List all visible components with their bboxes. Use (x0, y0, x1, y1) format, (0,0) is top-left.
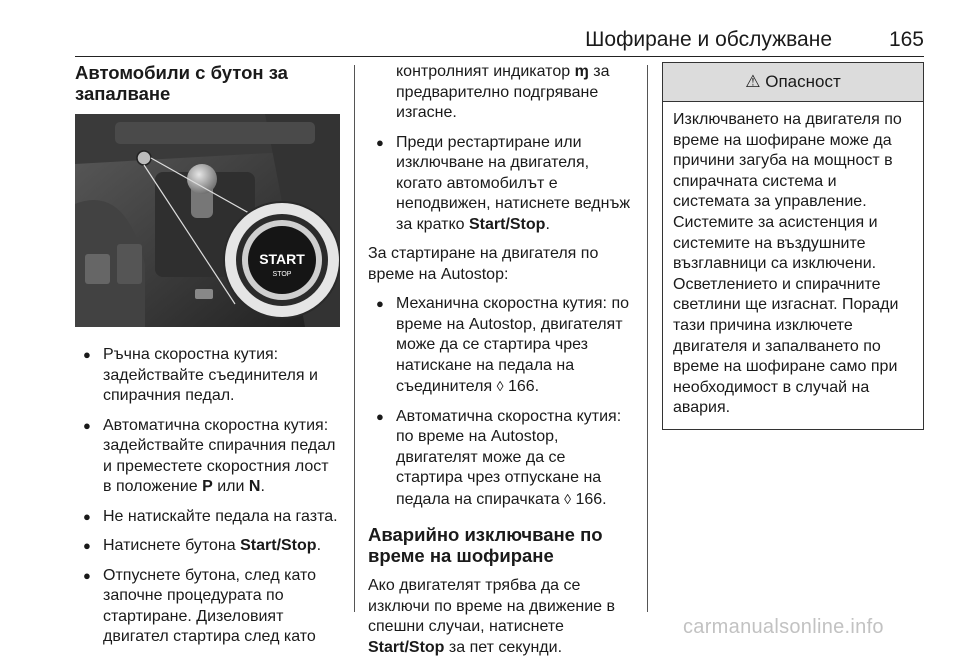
column-1 (75, 62, 340, 657)
paragraph: Ако двигателят трябва да се изключи по време на движение в спешни случаи, натиснете Start/Stop за пет секунди. (368, 577, 615, 656)
glow-plug-icon: ɱ (574, 63, 589, 80)
page-ref-link[interactable]: 166. (575, 490, 607, 508)
column-2 (368, 62, 634, 667)
list-item: ● Автоматична скоростна кутия: по време на Autostop, двигателят може да се стартира чрез отпускане на педала на спирачката ◊ 166. (376, 407, 622, 508)
list-item: ● Натиснете бутона Start/Stop. (75, 536, 340, 557)
autostop-list (368, 294, 634, 510)
stop-label: STOP (272, 271, 292, 278)
bullet-icon: ● (83, 508, 91, 524)
section-heading: Автомобили с бутон за запалване (75, 62, 288, 104)
danger-title: Опасност (765, 72, 841, 91)
watermark: carmanualsonline.info (683, 616, 884, 638)
bullet-icon: ● (83, 567, 91, 583)
bullet-icon: ● (376, 134, 384, 150)
list-item: ● Отпуснете бутона, след като започне процедурата по стартиране. Дизеловият двигател стартира след като (83, 566, 317, 645)
bullet-icon: ● (376, 296, 384, 311)
list-item: ● Преди рестартиране или изключване на двигателя, когато автомобилът е неподвижен, натиснете веднъж за кратко Start/Stop. (376, 133, 631, 233)
page-ref-link[interactable]: 166. (507, 378, 540, 395)
restart-list (368, 133, 634, 236)
bullet-icon: ● (83, 538, 91, 553)
car-console-illustration (75, 114, 340, 327)
list-item: ● Автоматична скоростна кутия: задействайте спирачния педал и преместете скоростния лост в положение P или N. (83, 416, 336, 495)
list-item: ● Не натискайте педала на газта. (75, 507, 340, 528)
column-divider (647, 65, 648, 612)
paragraph: За стартиране на двигателя по време на Autostop: (368, 245, 599, 283)
list-item: ● Механична скоростна кутия: по време на Autostop, двигателят може да се стартира чрез натискане на педала на съединителя ◊ 166. (376, 295, 630, 395)
start-label: START (259, 251, 305, 267)
start-steps-list (75, 345, 340, 648)
danger-box (662, 62, 924, 430)
danger-header (663, 63, 923, 102)
section-heading: Аварийно изключване по време на шофиране (368, 524, 603, 566)
danger-text: Изключването на двигателя по време на шофиране може да причини загуба на мощност в спирачната система и системата за управление. Системите за асистенция и системите на въздушните възглавници са изключени. Осветлението и спирачните светлини ще изгаснат. Поради тази причина изключете двигателя и запалването по време на шофиране само при необходимост в случай на авария. (673, 111, 902, 417)
page-number: 165 (888, 28, 924, 51)
column-divider (354, 65, 355, 612)
page-ref-icon: ◊ (496, 378, 504, 394)
page-header (75, 28, 924, 57)
column-3 (662, 62, 924, 430)
list-item: ● Ръчна скоростна кутия: задействайте съединителя и спирачния педал. (83, 346, 318, 404)
bullet-icon: ● (83, 347, 91, 362)
bullet-icon: ● (376, 408, 384, 424)
bullet-icon: ● (83, 417, 91, 433)
continued-text: контролният индикатор ɱ за предварително подгряване изгасне. (396, 63, 610, 121)
page-ref-icon: ◊ (564, 490, 571, 507)
warning-icon: ⚠ (745, 72, 761, 91)
section-title: Шофиране и обслужване (585, 28, 832, 51)
start-button-figure (75, 114, 340, 327)
